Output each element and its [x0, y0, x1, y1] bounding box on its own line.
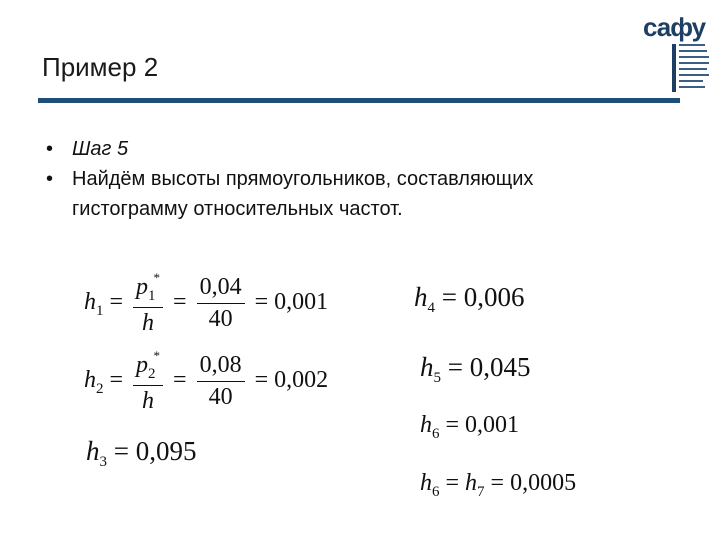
formula-h2: $h_2$ = $\frac{p_2^*}{h}$ = $\frac{0,08}{40}$ = 0,002 [84, 348, 329, 414]
formula-h6-h7: $h_6 = h_7 = 0,0005$ [420, 470, 577, 500]
title-divider [38, 98, 680, 103]
bullet-description-continued [46, 194, 686, 224]
logo-bar [672, 44, 676, 92]
formula-h3: $h_3 = 0,095$ [86, 436, 197, 470]
bullet-text: Шаг 5 [72, 138, 129, 160]
university-logo [641, 14, 709, 94]
formula-h4: $h_4 = 0,006$ [414, 282, 525, 316]
logo-brand-text: сафу [643, 12, 706, 42]
logo-lines [679, 44, 709, 92]
bullet-text: гистограмму относительных частот. [72, 198, 403, 220]
bullet-marker: • [46, 168, 54, 190]
bullet-text: Найдём высоты прямоугольников, составляющих [72, 168, 534, 190]
formula-h1: $h_1$ = $\frac{p_1^*}{h}$ = $\frac{0,04}{40}$ = 0,001 [84, 270, 329, 336]
bullet-marker: • [46, 138, 54, 160]
formula-h6: $h_6 = 0,001$ [420, 412, 520, 442]
formula-h5: $h_5 = 0,045$ [420, 352, 531, 386]
bullet-description [46, 164, 686, 194]
slide-title: Пример 2 [42, 52, 159, 82]
bullet-list [46, 134, 686, 224]
bullet-step [46, 134, 686, 164]
